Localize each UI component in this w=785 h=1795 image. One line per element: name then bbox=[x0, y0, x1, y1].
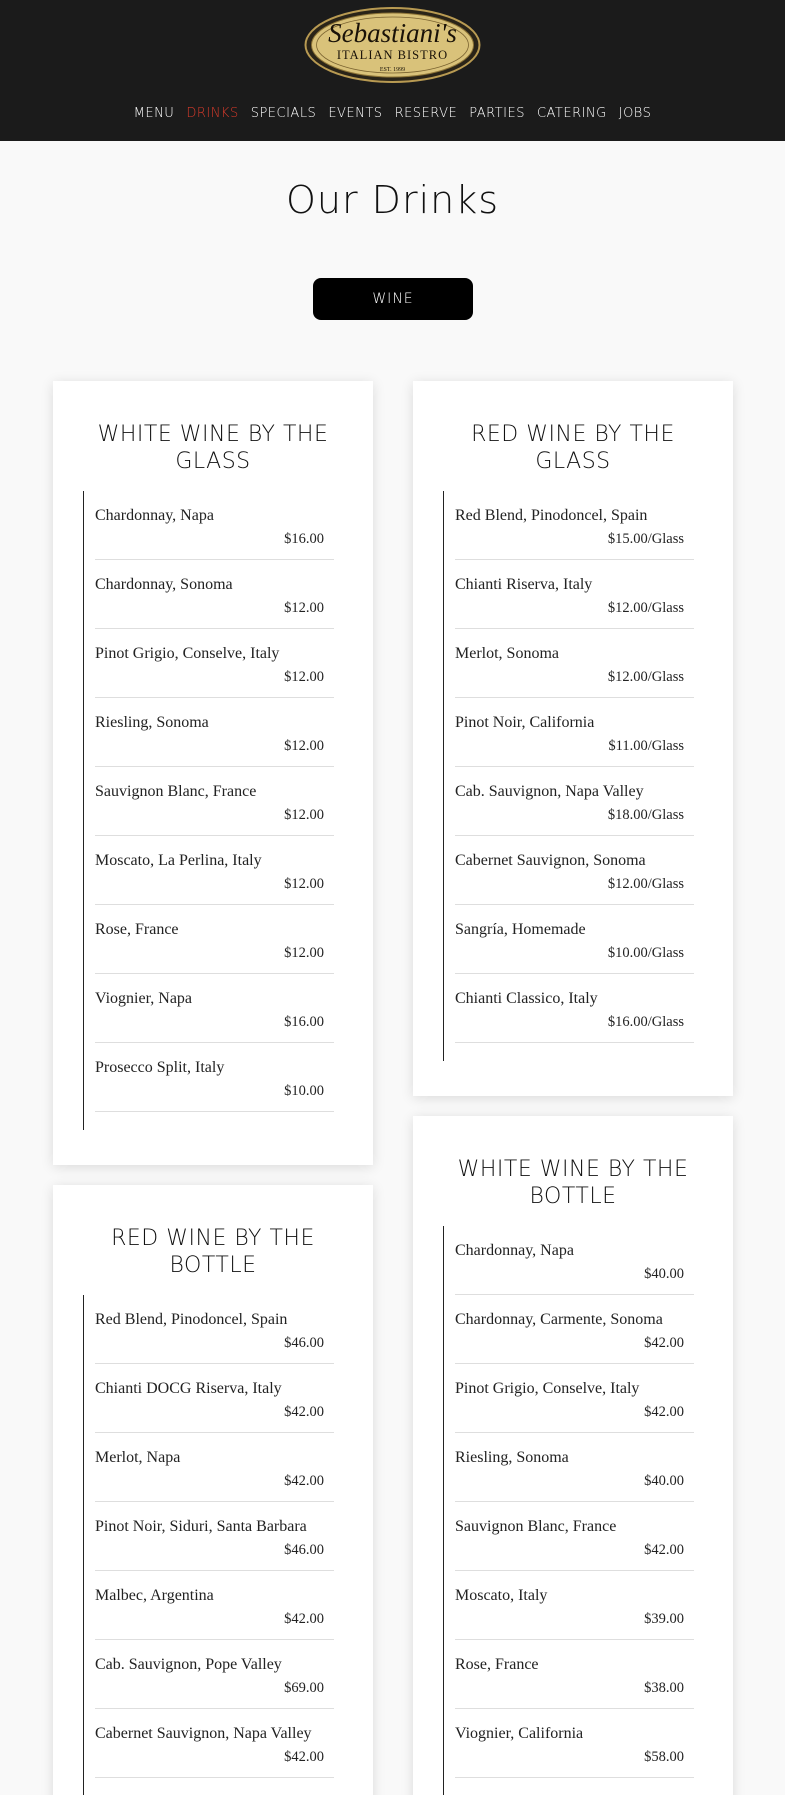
item-name: Viognier, California bbox=[455, 1725, 584, 1742]
menu-card-red-wine-glass bbox=[413, 381, 733, 1096]
item-price: $38.00 bbox=[644, 1680, 684, 1696]
menu-item bbox=[95, 1364, 334, 1433]
item-name: Riesling, Sonoma bbox=[95, 714, 209, 731]
item-name: Sauvignon Blanc, France bbox=[95, 783, 257, 800]
menu-item bbox=[455, 629, 694, 698]
card-title: WHITE WINE BY THE GLASS bbox=[97, 422, 329, 474]
item-price: $12.00/Glass bbox=[607, 876, 684, 892]
menu-item bbox=[455, 1571, 694, 1640]
item-price: $46.00 bbox=[284, 1335, 324, 1351]
item-price: $12.00 bbox=[284, 669, 324, 685]
item-name: Merlot, Napa bbox=[95, 1449, 181, 1466]
item-name: Malbec, Argentina bbox=[95, 1587, 214, 1604]
card-title: WHITE WINE BY THE BOTTLE bbox=[457, 1157, 689, 1209]
brand-logo[interactable] bbox=[303, 6, 482, 84]
nav-item-parties[interactable]: PARTIES bbox=[469, 106, 525, 121]
nav-item-events[interactable]: EVENTS bbox=[328, 106, 383, 121]
menu-card-white-wine-bottle bbox=[413, 1116, 733, 1795]
item-name: Chianti Classico, Italy bbox=[455, 990, 598, 1007]
item-price: $39.00 bbox=[644, 1611, 684, 1627]
menu-item bbox=[95, 629, 334, 698]
item-name: Red Blend, Pinodoncel, Spain bbox=[455, 507, 648, 524]
item-price: $11.00/Glass bbox=[608, 738, 684, 754]
item-price: $16.00 bbox=[284, 531, 324, 547]
menu-item bbox=[455, 1502, 694, 1571]
menu-item bbox=[95, 491, 334, 560]
main-nav bbox=[0, 102, 785, 126]
item-price: $12.00 bbox=[284, 600, 324, 616]
item-name: Chardonnay, Carmente, Sonoma bbox=[455, 1311, 663, 1328]
item-list bbox=[83, 1295, 333, 1795]
nav-item-menu[interactable]: MENU bbox=[133, 106, 175, 121]
item-price: $42.00 bbox=[644, 1404, 684, 1420]
item-price: $18.00/Glass bbox=[607, 807, 684, 823]
menu-card-red-wine-bottle bbox=[53, 1185, 373, 1795]
menu-item bbox=[455, 836, 694, 905]
item-list bbox=[83, 491, 333, 1130]
item-name: Moscato, Italy bbox=[455, 1587, 548, 1604]
menu-item bbox=[95, 1433, 334, 1502]
item-name: Chardonnay, Napa bbox=[455, 1242, 574, 1259]
item-price: $12.00 bbox=[284, 876, 324, 892]
item-name: Chianti Riserva, Italy bbox=[455, 576, 593, 593]
item-price: $12.00 bbox=[284, 738, 324, 754]
menu-item bbox=[455, 1433, 694, 1502]
menu-item bbox=[455, 1364, 694, 1433]
item-price: $42.00 bbox=[644, 1335, 684, 1351]
brand-est: EST. 1999 bbox=[379, 67, 406, 73]
item-name: Rose, France bbox=[95, 921, 179, 938]
menu-item bbox=[455, 560, 694, 629]
nav-item-jobs[interactable]: JOBS bbox=[618, 106, 652, 121]
item-price: $42.00 bbox=[284, 1749, 324, 1765]
tab-wine[interactable]: WINE bbox=[313, 278, 473, 320]
menu-item bbox=[455, 491, 694, 560]
nav-item-reserve[interactable]: RESERVE bbox=[394, 106, 458, 121]
menu-item bbox=[455, 1640, 694, 1709]
nav-item-drinks[interactable]: DRINKS bbox=[186, 106, 239, 121]
menu-item bbox=[455, 1226, 694, 1295]
item-price: $12.00/Glass bbox=[607, 669, 684, 685]
card-title: RED WINE BY THE BOTTLE bbox=[111, 1226, 315, 1278]
item-name: Cab. Sauvignon, Pope Valley bbox=[95, 1656, 282, 1673]
menu-item bbox=[95, 1709, 334, 1778]
item-price: $10.00 bbox=[284, 1083, 324, 1099]
item-name: Viognier, Napa bbox=[95, 990, 193, 1007]
page-title: Our Drinks bbox=[285, 178, 500, 222]
item-name: Cabernet Sauvignon, Napa Valley bbox=[95, 1725, 312, 1742]
item-price: $58.00 bbox=[644, 1749, 684, 1765]
menu-item bbox=[95, 1295, 334, 1364]
item-name: Prosecco Split, Italy bbox=[95, 1059, 225, 1076]
menu-item bbox=[455, 1709, 694, 1778]
brand-logo-emblem bbox=[303, 6, 482, 84]
item-price: $10.00/Glass bbox=[607, 945, 684, 961]
item-price: $42.00 bbox=[284, 1611, 324, 1627]
item-price: $42.00 bbox=[284, 1473, 324, 1489]
item-name: Riesling, Sonoma bbox=[455, 1449, 569, 1466]
menu-item bbox=[455, 1295, 694, 1364]
menu-item bbox=[455, 974, 694, 1043]
item-name: Chardonnay, Sonoma bbox=[95, 576, 233, 593]
item-name: Merlot, Sonoma bbox=[455, 645, 559, 662]
menu-item bbox=[95, 1571, 334, 1640]
menu-item bbox=[95, 767, 334, 836]
item-list bbox=[443, 1226, 693, 1795]
site-header bbox=[0, 0, 785, 141]
menu-item bbox=[95, 836, 334, 905]
item-name: Cabernet Sauvignon, Sonoma bbox=[455, 852, 646, 869]
item-name: Pinot Grigio, Conselve, Italy bbox=[95, 645, 280, 662]
item-name: Red Blend, Pinodoncel, Spain bbox=[95, 1311, 288, 1328]
item-name: Cab. Sauvignon, Napa Valley bbox=[455, 783, 644, 800]
item-name: Chardonnay, Napa bbox=[95, 507, 214, 524]
nav-item-catering[interactable]: CATERING bbox=[536, 106, 607, 121]
item-price: $15.00/Glass bbox=[607, 531, 684, 547]
menu-item bbox=[95, 560, 334, 629]
menu-item bbox=[95, 1502, 334, 1571]
menu-item bbox=[95, 905, 334, 974]
menu-item bbox=[455, 698, 694, 767]
menu-item bbox=[95, 974, 334, 1043]
brand-subtitle: ITALIAN BISTRO bbox=[336, 48, 449, 62]
menu-item bbox=[95, 698, 334, 767]
item-name: Moscato, La Perlina, Italy bbox=[95, 852, 262, 869]
item-price: $12.00 bbox=[284, 945, 324, 961]
item-list bbox=[443, 491, 693, 1061]
brand-name: Sebastiani's bbox=[328, 18, 457, 48]
item-price: $40.00 bbox=[644, 1266, 684, 1282]
item-price: $69.00 bbox=[284, 1680, 324, 1696]
item-price: $46.00 bbox=[284, 1542, 324, 1558]
item-price: $42.00 bbox=[644, 1542, 684, 1558]
item-name: Sauvignon Blanc, France bbox=[455, 1518, 617, 1535]
item-name: Rose, France bbox=[455, 1656, 539, 1673]
item-name: Sangría, Homemade bbox=[455, 921, 586, 938]
item-price: $16.00/Glass bbox=[607, 1014, 684, 1030]
item-name: Pinot Noir, Siduri, Santa Barbara bbox=[95, 1518, 307, 1535]
menu-item bbox=[455, 905, 694, 974]
menu-item bbox=[95, 1640, 334, 1709]
card-title: RED WINE BY THE GLASS bbox=[471, 422, 675, 474]
item-price: $12.00 bbox=[284, 807, 324, 823]
menu-card-white-wine-glass bbox=[53, 381, 373, 1165]
item-price: $16.00 bbox=[284, 1014, 324, 1030]
menu-item bbox=[95, 1043, 334, 1112]
item-name: Pinot Noir, California bbox=[455, 714, 595, 731]
item-price: $40.00 bbox=[644, 1473, 684, 1489]
item-price: $42.00 bbox=[284, 1404, 324, 1420]
item-name: Chianti DOCG Riserva, Italy bbox=[95, 1380, 282, 1397]
item-name: Pinot Grigio, Conselve, Italy bbox=[455, 1380, 640, 1397]
nav-item-specials[interactable]: SPECIALS bbox=[250, 106, 317, 121]
menu-item bbox=[455, 767, 694, 836]
item-price: $12.00/Glass bbox=[607, 600, 684, 616]
